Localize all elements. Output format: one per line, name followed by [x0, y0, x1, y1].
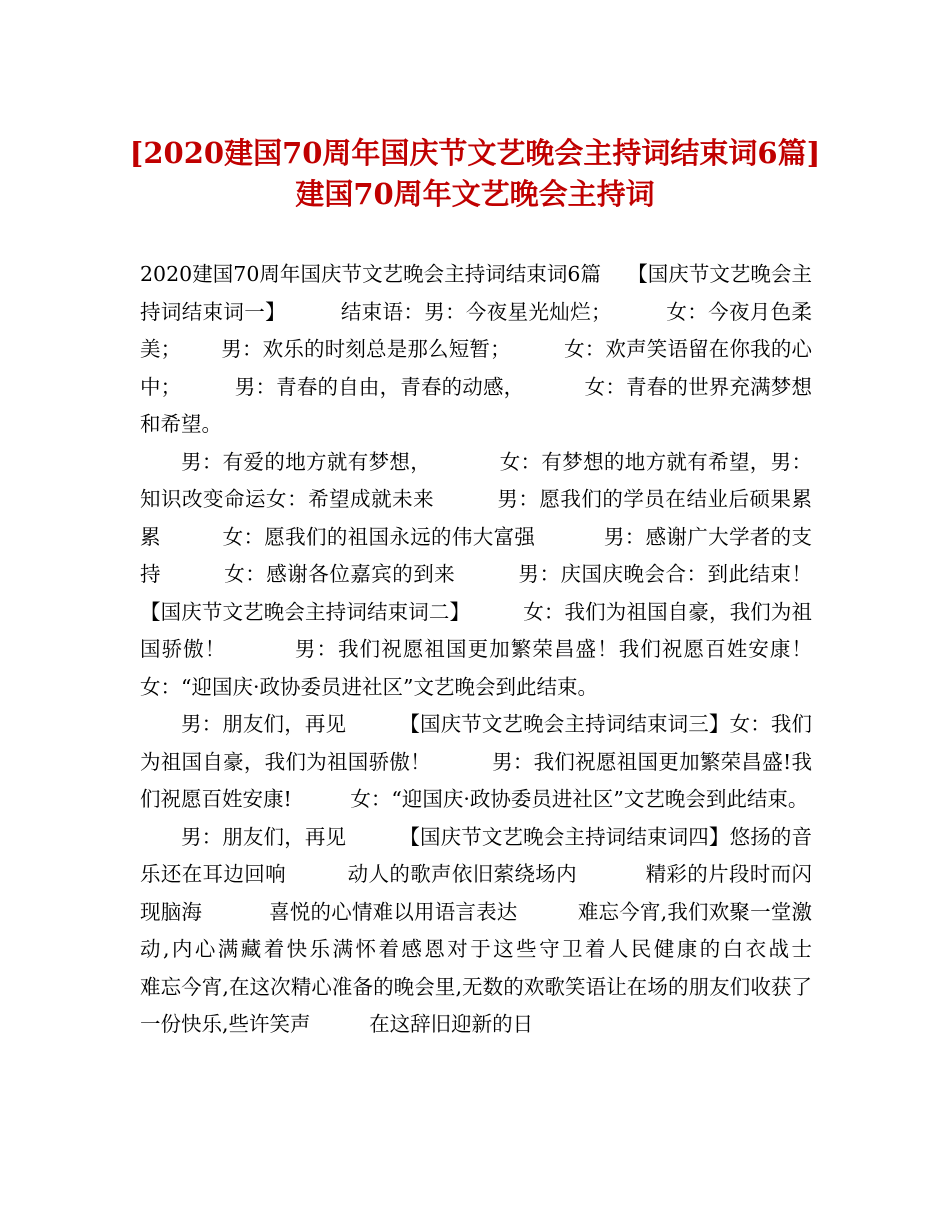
paragraph-3: 男：朋友们，再见 【国庆节文艺晚会主持词结束词三】女：我们为祖国自豪，我们为祖国骄傲！ 男：我们祝愿祖国更加繁荣昌盛!我们祝愿百姓安康! 女：“迎国庆·政协委员进社区”文艺晚会到此结束。: [140, 712, 812, 811]
paragraph-2: 男：有爱的地方就有梦想， 女：有梦想的地方就有希望，男：知识改变命运女：希望成就未来 男：愿我们的学员在结业后硕果累累 女：愿我们的祖国永远的伟大富强 男：感谢广大学者的支持 女：感谢各位嘉宾的到来 男：庆国庆晚会合：到此结束！ 【国庆节文艺晚会主持词结束词二】 女：我们为祖国自豪，我们为祖国骄傲！ 男：我们祝愿祖国更加繁荣昌盛！我们祝愿百姓安康！ 女：“迎国庆·政协委员进社区”文艺晚会到此结束。: [140, 449, 858, 699]
paragraph-4: 男：朋友们，再见 【国庆节文艺晚会主持词结束词四】悠扬的音乐还在耳边回响 动人的歌声依旧萦绕场内 精彩的片段时而闪现脑海 喜悦的心情难以用语言表达 难忘今宵,我们欢聚一堂激动,内心满藏着快乐满怀着感恩对于这些守卫着人民健康的白衣战士 难忘今宵,在这次精心准备的晚会里,无数的欢歌笑语让在场的朋友们收获了一份快乐,些许笑声 在这辞旧迎新的日: [140, 824, 871, 1036]
paragraph-1: 2020建国70周年国庆节文艺晚会主持词结束词6篇 【国庆节文艺晚会主持词结束词一】 结束语：男：今夜星光灿烂； 女：今夜月色柔美； 男：欢乐的时刻总是那么短暂； 女：欢声笑语留在你我的心中； 男：青春的自由，青春的动感， 女：青春的世界充满梦想和希望。: [140, 262, 812, 436]
document-title-line-1: [2020建国70周年国庆节文艺晚会主持词结束词6篇]: [129, 136, 821, 170]
document-body: [140, 256, 871, 1044]
document-title-line-2: 建国70周年文艺晚会主持词: [295, 177, 655, 211]
